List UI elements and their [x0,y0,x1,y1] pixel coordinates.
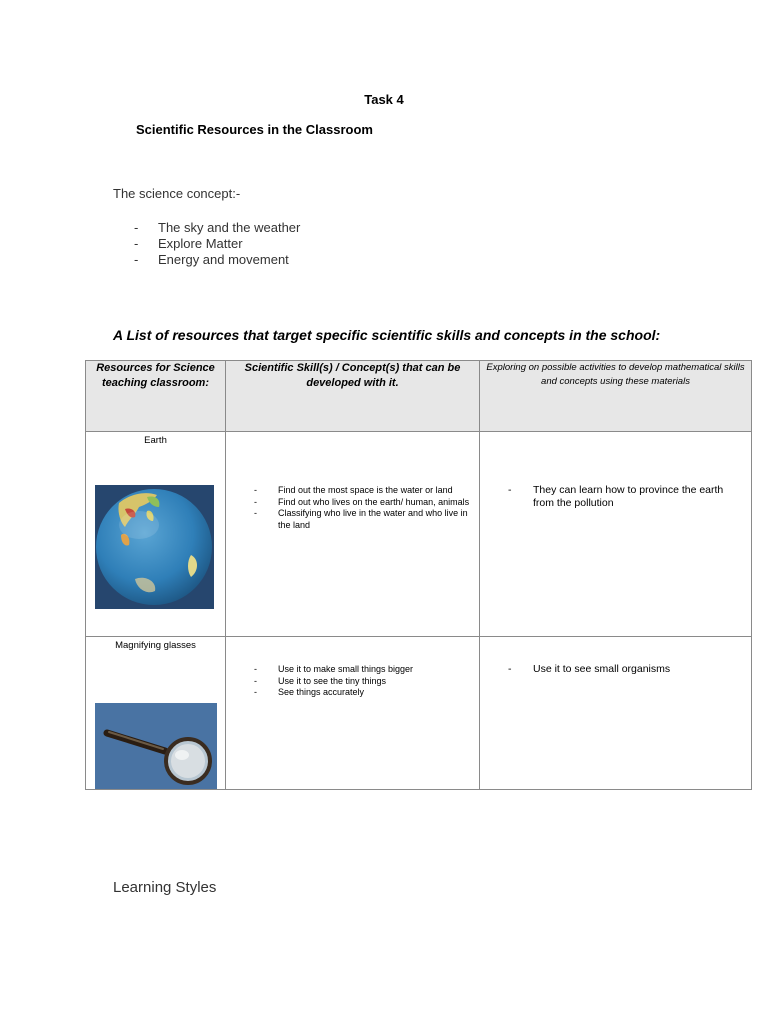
header-skills: Scientific Skill(s) / Concept(s) that can be developed with it. [226,361,480,432]
table-row [86,637,752,790]
skills-list [254,485,474,531]
resource-name: Magnifying glasses [115,640,196,651]
resource-name: Earth [144,435,167,446]
skill-item: - Use it to make small things bigger [254,664,474,676]
table-row [86,432,752,637]
skill-item: - Find out the most space is the water or land [254,485,474,497]
activities-cell [480,637,752,790]
resource-cell [86,637,226,790]
header-activities: Exploring on possible activities to develop mathematical skills and concepts using these materials [480,361,752,432]
concept-item: - Explore Matter [134,236,300,252]
document-subtitle: Scientific Resources in the Classroom [136,122,373,137]
resource-cell [86,432,226,637]
resources-table [85,360,752,790]
list-heading: A List of resources that target specific scientific skills and concepts in the school: [113,327,661,343]
task-title: Task 4 [364,92,404,107]
globe-image [95,485,214,612]
table-header-row [86,361,752,432]
concept-item: - Energy and movement [134,252,300,268]
skill-item: - See things accurately [254,687,474,699]
skills-list [254,664,474,699]
concept-list [134,220,300,268]
activities-list [508,484,740,510]
skill-item: - Find out who lives on the earth/ human, animals [254,497,474,509]
skills-cell [226,432,480,637]
activities-cell [480,432,752,637]
magnifying-glass-image [95,703,217,792]
skills-cell [226,637,480,790]
learning-styles-heading: Learning Styles [113,879,217,896]
concept-item: - The sky and the weather [134,220,300,236]
skill-item: - Use it to see the tiny things [254,676,474,688]
activity-item: - Use it to see small organisms [508,663,740,676]
activity-item: - They can learn how to province the earth from the pollution [508,484,740,510]
concept-label: The science concept:- [113,186,241,201]
activities-list [508,663,740,676]
header-resources: Resources for Science teaching classroom: [86,361,226,432]
skill-item: - Classifying who live in the water and who live in the land [254,508,474,531]
